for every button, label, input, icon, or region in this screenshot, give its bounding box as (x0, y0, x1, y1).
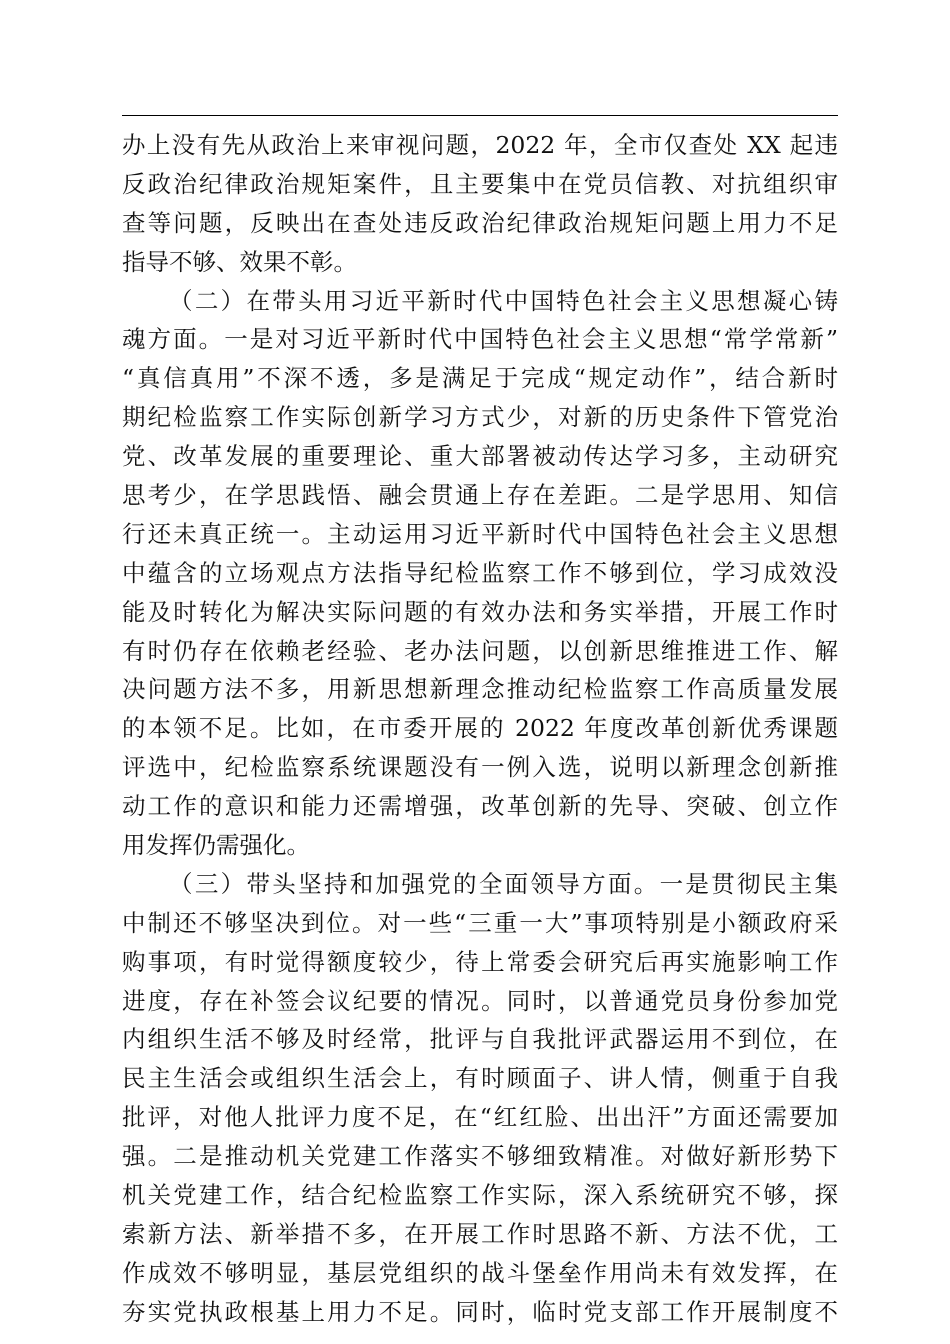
text-line: 民主生活会或组织生活会上，有时顾面子、讲人情，侧重于自我 (122, 1064, 838, 1093)
header-rule (122, 115, 838, 116)
text-line: 有时仍存在依赖老经验、老办法问题，以创新思维推进工作、解 (122, 636, 838, 665)
text-line: 查等问题，反映出在查处违反政治纪律政治规矩问题上用力不足 (122, 208, 838, 237)
text-line: 作成效不够明显，基层党组织的战斗堡垒作用尚未有效发挥，在 (122, 1258, 838, 1287)
text-line: 思考少，在学思践悟、融会贯通上存在差距。二是学思用、知信 (122, 481, 838, 510)
text-line: 内组织生活不够及时经常，批评与自我批评武器运用不到位，在 (122, 1025, 838, 1054)
text-line: 的本领不足。比如，在市委开展的 2022 年度改革创新优秀课题 (122, 714, 838, 743)
text-line: 购事项，有时觉得额度较少，待上常委会研究后再实施影响工作 (122, 947, 838, 976)
text-line: 行还未真正统一。主动运用习近平新时代中国特色社会主义思想 (122, 519, 838, 548)
document-body (122, 126, 838, 1332)
text-line: 进度，存在补签会议纪要的情况。同时，以普通党员身份参加党 (122, 986, 838, 1015)
text-line: 党、改革发展的重要理论、重大部署被动传达学习多，主动研究 (122, 442, 838, 471)
text-line: 批评，对他人批评力度不足，在“红红脸、出出汗”方面还需要加 (122, 1103, 838, 1132)
text-line: （三）带头坚持和加强党的全面领导方面。一是贯彻民主集 (169, 869, 838, 898)
text-line: （二）在带头用习近平新时代中国特色社会主义思想凝心铸 (169, 286, 838, 315)
text-line: 评选中，纪检监察系统课题没有一例入选，说明以新理念创新推 (122, 753, 838, 782)
text-line: 中制还不够坚决到位。对一些“三重一大”事项特别是小额政府采 (122, 908, 838, 937)
text-line: 夯实党执政根基上用力不足。同时，临时党支部工作开展制度不 (122, 1297, 838, 1326)
text-line: 中蕴含的立场观点方法指导纪检监察工作不够到位，学习成效没 (122, 558, 838, 587)
text-line: 用发挥仍需强化。 (122, 831, 310, 860)
text-line: 办上没有先从政治上来审视问题，2022 年，全市仅查处 XX 起违 (122, 131, 838, 159)
text-line: 指导不够、效果不彰。 (122, 247, 357, 276)
text-line: 决问题方法不多，用新思想新理念推动纪检监察工作高质量发展 (122, 675, 838, 704)
text-line: 机关党建工作，结合纪检监察工作实际，深入系统研究不够，探 (122, 1181, 838, 1210)
text-line: 魂方面。一是对习近平新时代中国特色社会主义思想“常学常新” (122, 325, 838, 354)
text-line: 反政治纪律政治规矩案件，且主要集中在党员信教、对抗组织审 (122, 169, 838, 198)
text-line: 索新方法、新举措不多，在开展工作时思路不新、方法不优，工 (122, 1219, 838, 1248)
text-line: 动工作的意识和能力还需增强，改革创新的先导、突破、创立作 (122, 792, 838, 821)
text-line: “真信真用”不深不透，多是满足于完成“规定动作”，结合新时 (122, 364, 838, 393)
text-line: 能及时转化为解决实际问题的有效办法和务实举措，开展工作时 (122, 597, 838, 626)
text-line: 期纪检监察工作实际创新学习方式少，对新的历史条件下管党治 (122, 403, 838, 432)
text-line: 强。二是推动机关党建工作落实不够细致精准。对做好新形势下 (122, 1142, 838, 1171)
